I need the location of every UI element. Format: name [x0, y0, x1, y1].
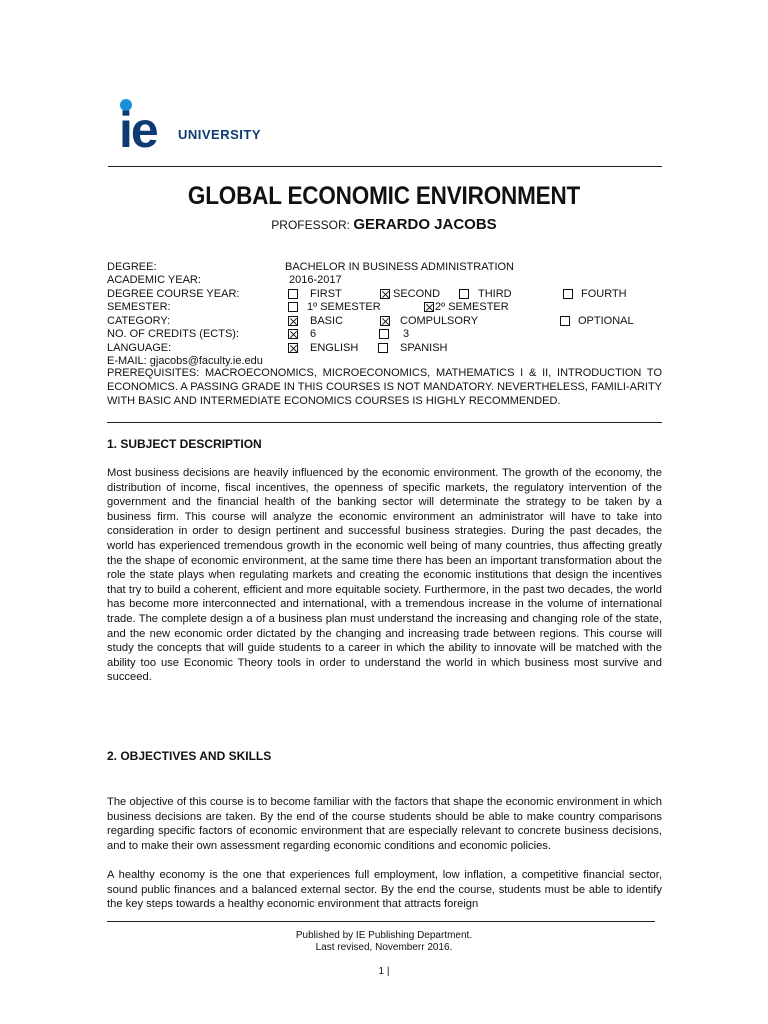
checkbox-english	[288, 343, 298, 353]
footer-revised: Last revised, Novemberr 2016.	[315, 942, 453, 953]
category-label: CATEGORY:	[107, 315, 171, 327]
semester-label: SEMESTER:	[107, 301, 171, 313]
email-line: E-MAIL: gjacobs@faculty.ie.edu	[107, 355, 263, 367]
section-1-heading: 1. SUBJECT DESCRIPTION	[107, 437, 262, 451]
option-optional: OPTIONAL	[578, 315, 634, 327]
academic-year-value: 2016-2017	[289, 274, 342, 286]
professor-name: GERARDO JACOBS	[353, 216, 497, 233]
option-semester-2: 2º SEMESTER	[435, 301, 509, 313]
checkbox-semester-2	[424, 302, 434, 312]
info-divider	[107, 422, 662, 423]
footer-publisher: Published by IE Publishing Department.	[295, 930, 473, 941]
checkbox-credits-6	[288, 329, 298, 339]
credits-label: NO. OF CREDITS (ECTS):	[107, 328, 239, 340]
degree-value: BACHELOR IN BUSINESS ADMINISTRATION	[285, 261, 515, 273]
academic-year-label: ACADEMIC YEAR:	[107, 274, 201, 286]
checkbox-third	[459, 289, 469, 299]
language-label: LANGUAGE:	[107, 342, 172, 354]
checkbox-compulsory	[380, 316, 390, 326]
header-divider	[108, 166, 662, 167]
course-title: GLOBAL ECONOMIC ENVIRONMENT	[187, 182, 581, 210]
checkbox-second	[380, 289, 390, 299]
section-1-body: Most business decisions are heavily influenced by the economic environment. The growth of the economy, the distribution of income, fiscal incentives, the openness of specific markets, the regulatory intervention of the government and the financial health of the banking sector will determinate the strategy to be taken by a business firm. This course will analyze the economic environment an administrator will have to take into consideration in order to design pertinent and successful business strategies. During the past decades, the world has experienced tremendous growth in the economic well being of many countries, thus affecting greatly the the shape of economic environment, at the same time there has been an important transformation about the role the state plays when regulating markets and creating the economic institutions that design the incentives that try to build a coherent, efficient and more equitable society. Furthermore, in the past two decades, the world has become more interconnected and international, with a tremendous increase in the volume of international trade. The complete design a of a business plan must understand the increasing and changing role of the state, and the new economic order dictated by the changing and increasing trade between regions. This course will study the concepts that will guide students to a career in which the ability to innovate will be matched with the ability too use Economic Theory tools in order to understand the world in which business most survive and succeed.	[107, 467, 662, 684]
page-number: 1 |	[378, 966, 390, 977]
logo-text: UNIVERSITY	[178, 127, 262, 142]
section-2-body-2: A healthy economy is the one that experiences full employment, low inflation, a competitive financial sector, sound public finances and a balanced external sector. By the end the course, students must be able to identify the key steps towards a healthy economic environment that attracts foreign	[107, 869, 662, 911]
logo-mark: ie	[119, 102, 157, 158]
option-fourth: FOURTH	[581, 288, 627, 300]
professor-label: PROFESSOR:	[271, 218, 350, 232]
checkbox-credits-3	[379, 329, 389, 339]
prerequisites: PREREQUISITES: MACROECONOMICS, MICROECONOMICS, MATHEMATICS I & II, INTRODUCTION TO ECONOMICS. A PASSING GRADE IN THIS COURSES IS NOT MANDATORY. NEVERTHELESS, FAMILI-ARITY WITH BASIC AND INTERMEDIATE ECONOMICS COURSES IS HIGHLY RECOMMENDED.	[107, 367, 662, 407]
checkbox-spanish	[378, 343, 388, 353]
checkbox-first	[288, 289, 298, 299]
option-credits-3: 3	[403, 328, 410, 340]
checkbox-optional	[560, 316, 570, 326]
degree-label: DEGREE:	[107, 261, 157, 273]
professor-line	[0, 216, 768, 233]
ie-university-logo	[116, 96, 268, 158]
checkbox-basic	[288, 316, 298, 326]
option-basic: BASIC	[310, 315, 344, 327]
option-second: SECOND	[393, 288, 441, 300]
option-spanish: SPANISH	[400, 342, 448, 354]
course-year-label: DEGREE COURSE YEAR:	[107, 288, 240, 300]
option-first: FIRST	[310, 288, 342, 300]
option-english: ENGLISH	[310, 342, 359, 354]
option-compulsory: COMPULSORY	[400, 315, 479, 327]
checkbox-fourth	[563, 289, 573, 299]
section-2-heading: 2. OBJECTIVES AND SKILLS	[107, 749, 272, 763]
option-credits-6: 6	[310, 328, 317, 340]
checkbox-semester-1	[288, 302, 298, 312]
option-semester-1: 1º SEMESTER	[307, 301, 381, 313]
section-2-body-1: The objective of this course is to become familiar with the factors that shape the economic environment in which business decisions are taken. By the end of the course students should be able to make country comparisons regarding specific factors of economic environment that are especially relevant to concrete business decisions, and to make their own assessment regarding economic conditions and economic policies.	[107, 796, 662, 852]
footer-divider	[107, 921, 655, 922]
option-third: THIRD	[478, 288, 512, 300]
